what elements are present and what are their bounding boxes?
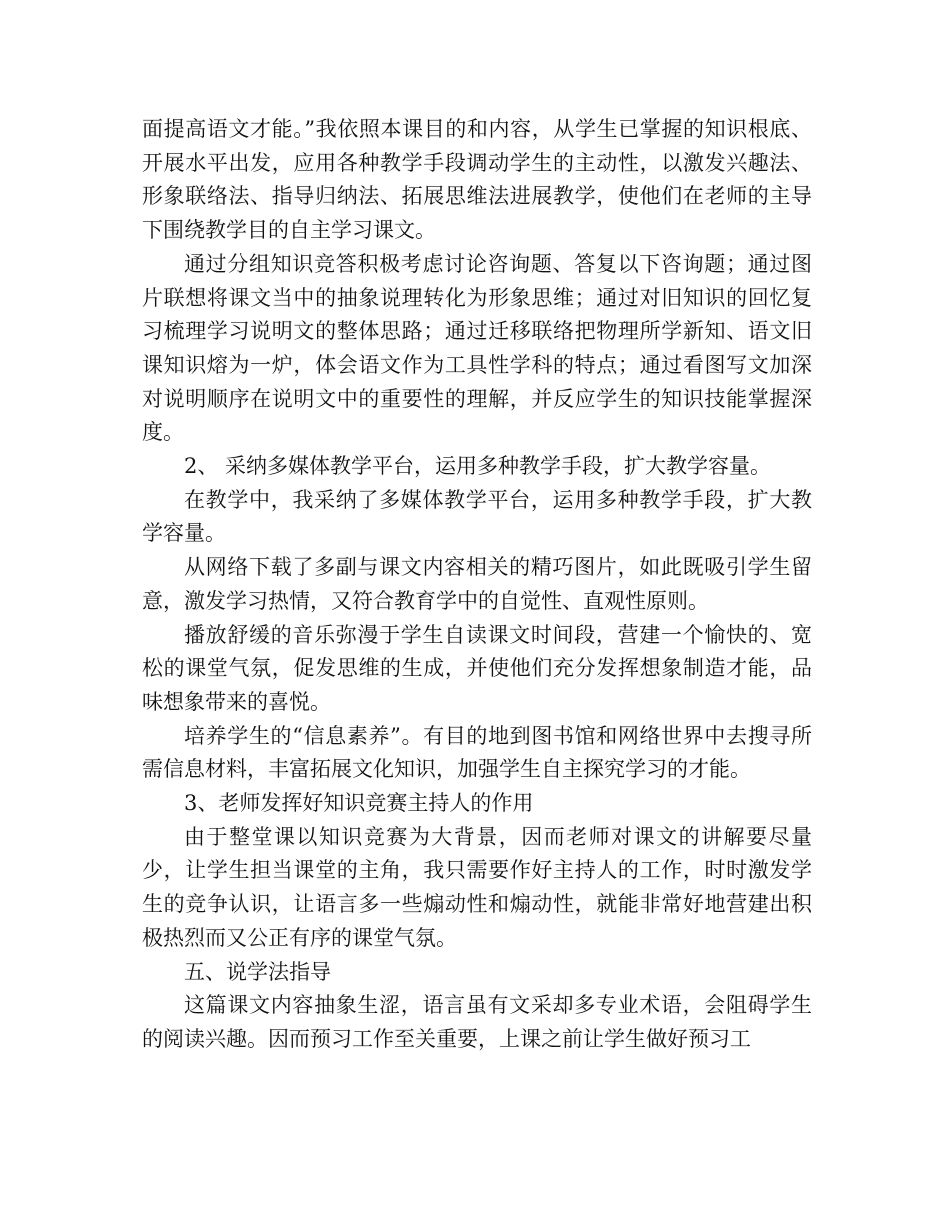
section-heading: 3、老师发挥好知识竞赛主持人的作用 [184,791,534,816]
document-body [142,113,812,1057]
paragraph: 通过分组知识竞答积极考虑讨论咨询题、答复以下咨询题；通过图片联想将课文当中的抽象说理转化为形象思维；通过对旧知识的回忆复习梳理学习说明文的整体思路；通过迁移联络把物理所学新知、语文旧课知识熔为一炉，体会语文作为工具性学科的特点；通过看图写文加深对说明顺序在说明文中的重要性的理解，并反应学生的知识技能掌握深度。 [142,251,812,445]
paragraph: 播放舒缓的音乐弥漫于学生自读课文时间段，营建一个愉快的、宽松的课堂气氛，促发思维的生成，并使他们充分发挥想象制造才能，品味想象带来的喜悦。 [142,622,812,714]
section-heading: 五、说学法指导 [184,959,331,984]
paragraph: 从网络下载了多副与课文内容相关的精巧图片，如此既吸引学生留意，激发学习热情，又符合教育学中的自觉性、直观性原则。 [142,555,812,613]
paragraph: 在教学中，我采纳了多媒体教学平台，运用多种教学手段，扩大教学容量。 [142,487,812,546]
paragraph: 培养学生的“信息素养”。有目的地到图书馆和网络世界中去搜寻所需信息材料，丰富拓展文化知识，加强学生自主探究学习的才能。 [142,723,812,782]
paragraph: 这篇课文内容抽象生涩，语言虽有文采却多专业术语，会阻碍学生的阅读兴趣。因而预习工作至关重要，上课之前让学生做好预习工 [142,993,812,1051]
paragraph: 由于整堂课以知识竞赛为大背景，因而老师对课文的讲解要尽量少，让学生担当课堂的主角，我只需要作好主持人的工作，时时激发学生的竞争认识，让语言多一些煽动性和煽动性，就能非常好地营建出积极热烈而又公正有序的课堂气氛。 [142,824,812,950]
section-heading: 2、 采纳多媒体教学平台，运用多种教学手段，扩大教学容量。 [184,454,772,479]
paragraph: 面提高语文才能。”我依照本课目的和内容，从学生已掌握的知识根底、开展水平出发，应用各种教学手段调动学生的主动性，以激发兴趣法、形象联络法、指导归纳法、拓展思维法进展教学，使他们在老师的主导下围绕教学目的自主学习课文。 [142,117,812,243]
